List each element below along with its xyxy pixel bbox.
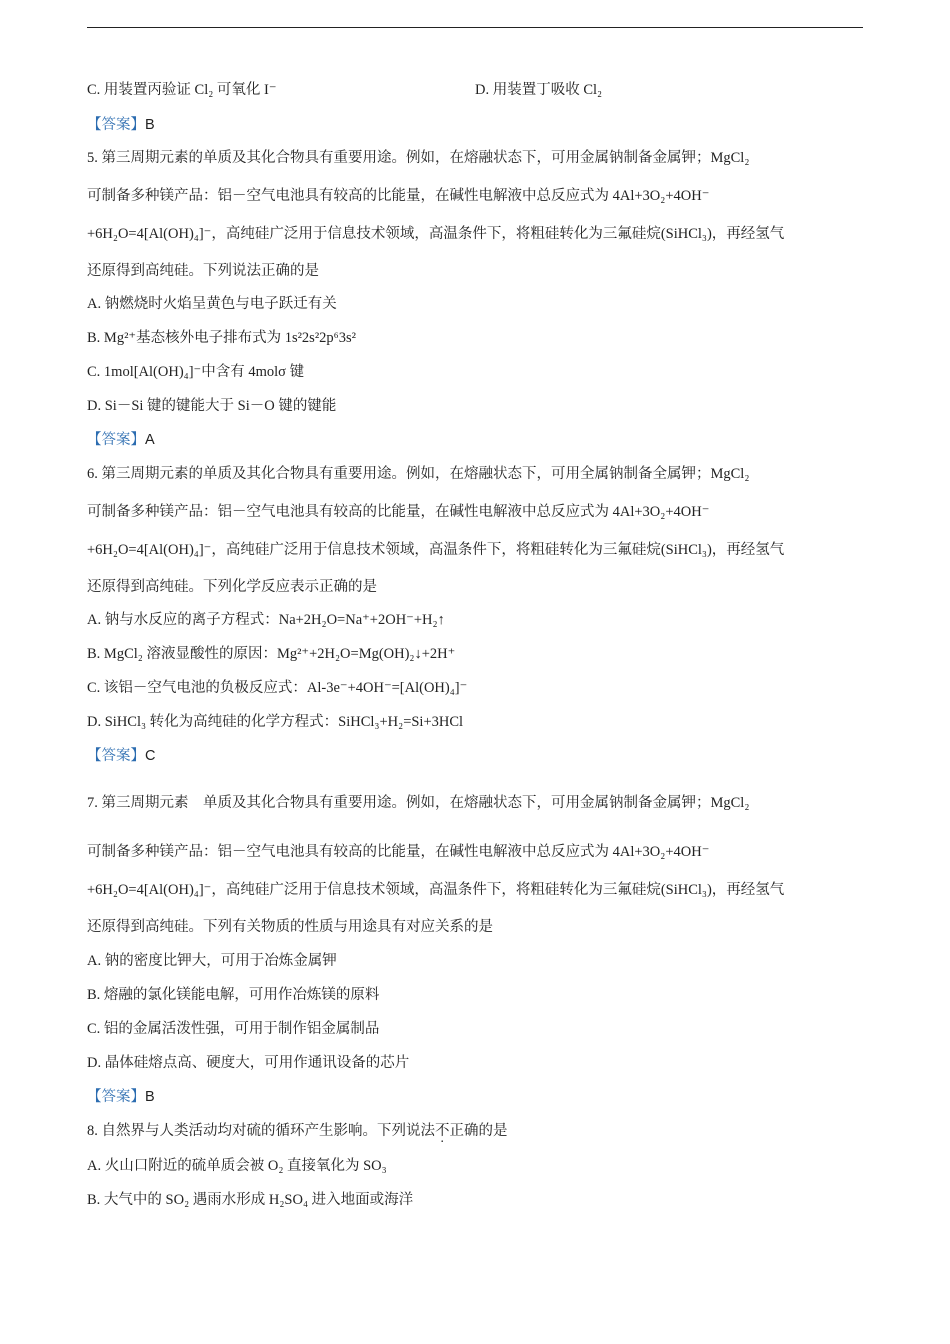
q4-option-c: C. 用装置丙验证 Cl₂ 可氧化 I⁻	[87, 82, 277, 98]
q5-stem-line-3: +6H₂O=4[Al(OH)₄]⁻，高纯硅广泛用于信息技术领域，高温条件下，将粗硅转化为三氟硅烷(SiHCl₃)，再经氢气	[87, 226, 785, 242]
q5-answer	[87, 430, 155, 450]
q6-stem-line-3: +6H₂O=4[Al(OH)₄]⁻，高纯硅广泛用于信息技术领域，高温条件下，将粗硅转化为三氟硅烷(SiHCl₃)，再经氢气	[87, 542, 785, 558]
q8-stem-pre: 8. 自然界与人类活动均对硫的循环产生影响。下列说法	[87, 1123, 435, 1139]
q5-stem-line-2: 可制备多种镁产品：铝－空气电池具有较高的比能量，在碱性电解液中总反应式为 4Al+3O₂+4OH⁻	[87, 188, 710, 204]
q7-answer	[87, 1087, 155, 1107]
q6-stem-line-1: 6. 第三周期元素的单质及其化合物具有重要用途。例如，在熔融状态下，可用全属钠制备全属钾；MgCl₂	[87, 466, 750, 482]
q6-option-a: A. 钠与水反应的离子方程式：Na+2H₂O=Na⁺+2OH⁻+H₂↑	[87, 612, 445, 628]
q5-option-b: B. Mg²⁺基态核外电子排布式为 1s²2s²2p⁶3s²	[87, 330, 356, 346]
q5-option-d: D. Si－Si 键的键能大于 Si－O 键的键能	[87, 398, 337, 414]
q7-stem-line-3: +6H₂O=4[Al(OH)₄]⁻，高纯硅广泛用于信息技术领域，高温条件下，将粗硅转化为三氟硅烷(SiHCl₃)，再经氢气	[87, 882, 785, 898]
q6-option-b: B. MgCl₂ 溶液显酸性的原因：Mg²⁺+2H₂O=Mg(OH)₂↓+2H⁺	[87, 646, 456, 662]
answer-value: A	[145, 432, 155, 448]
header-rule	[87, 27, 863, 28]
answer-tag: 【答案】	[87, 432, 145, 448]
q7-option-b: B. 熔融的氯化镁能电解，可用作冶炼镁的原料	[87, 987, 380, 1003]
q7-stem-line-4: 还原得到高纯硅。下列有关物质的性质与用途具有对应关系的是	[87, 919, 493, 935]
q6-option-d: D. SiHCl₃ 转化为高纯硅的化学方程式：SiHCl₃+H₂=Si+3HCl	[87, 714, 464, 730]
q8-stem	[87, 1121, 508, 1141]
q5-option-a: A. 钠燃烧时火焰呈黄色与电子跃迁有关	[87, 296, 337, 312]
q6-stem-line-4: 还原得到高纯硅。下列化学反应表示正确的是	[87, 579, 377, 595]
answer-tag: 【答案】	[87, 748, 145, 764]
q7-option-c: C. 铝的金属活泼性强，可用于制作铝金属制品	[87, 1021, 380, 1037]
q7-stem-line-1: 7. 第三周期元素 单质及其化合物具有重要用途。例如，在熔融状态下，可用金属钠制备金属钾；MgCl₂	[87, 795, 750, 811]
answer-tag: 【答案】	[87, 1089, 145, 1105]
answer-value: C	[145, 748, 156, 764]
q8-option-a: A. 火山口附近的硫单质会被 O₂ 直接氧化为 SO₃	[87, 1158, 387, 1174]
q5-stem-line-1: 5. 第三周期元素的单质及其化合物具有重要用途。例如，在熔融状态下，可用金属钠制备金属钾；MgCl₂	[87, 150, 750, 166]
q8-option-b: B. 大气中的 SO₂ 遇雨水形成 H₂SO₄ 进入地面或海洋	[87, 1192, 414, 1208]
q6-option-c: C. 该铝－空气电池的负极反应式：Al-3e⁻+4OH⁻=[Al(OH)₄]⁻	[87, 680, 468, 696]
answer-value: B	[145, 117, 155, 133]
answer-value: B	[145, 1089, 155, 1105]
q5-stem-line-4: 还原得到高纯硅。下列说法正确的是	[87, 263, 319, 279]
q8-stem-post: 正确的是	[449, 1123, 508, 1139]
q7-stem-line-2: 可制备多种镁产品：铝－空气电池具有较高的比能量，在碱性电解液中总反应式为 4Al+3O₂+4OH⁻	[87, 844, 710, 860]
q6-answer	[87, 746, 155, 766]
q5-option-c: C. 1mol[Al(OH)₄]⁻中含有 4molσ 键	[87, 364, 305, 380]
q4-answer	[87, 115, 155, 135]
q4-option-d: D. 用装置丁吸收 Cl₂	[475, 82, 603, 98]
answer-tag: 【答案】	[87, 117, 145, 133]
q8-emphasis-not: 不	[435, 1123, 450, 1139]
q7-option-a: A. 钠的密度比钾大，可用于冶炼金属钾	[87, 953, 337, 969]
q7-option-d: D. 晶体硅熔点高、硬度大，可用作通讯设备的芯片	[87, 1055, 410, 1071]
q6-stem-line-2: 可制备多种镁产品：铝－空气电池具有较高的比能量，在碱性电解液中总反应式为 4Al+3O₂+4OH⁻	[87, 504, 710, 520]
